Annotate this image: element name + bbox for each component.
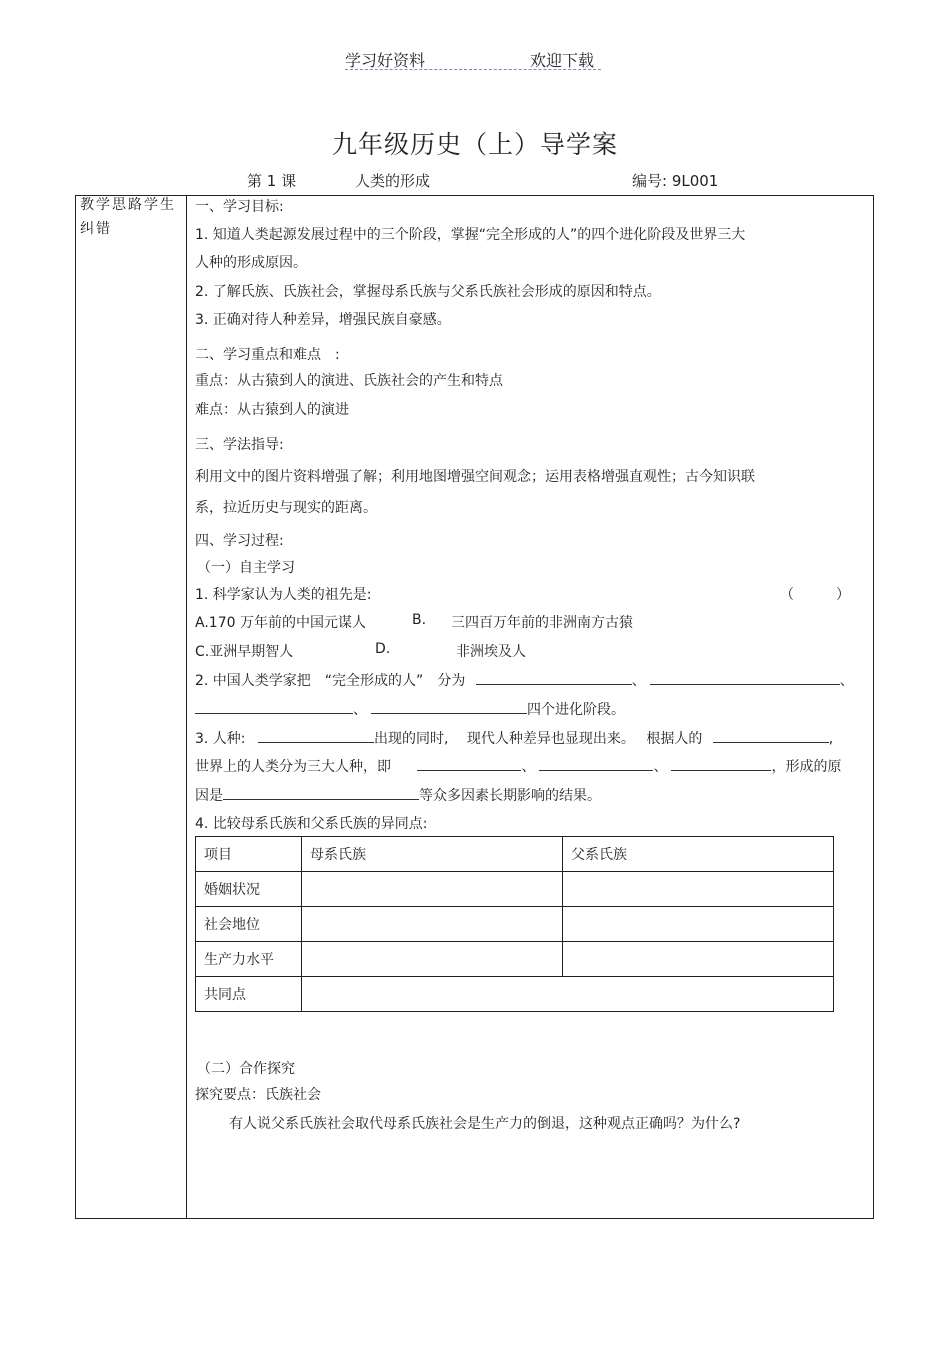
answer-cell[interactable] (302, 872, 563, 907)
method-line-1: 利用文中的图片资料增强了解；利用地图增强空间观念；运用表格增强直观性；古今知识联 (195, 469, 755, 485)
inquiry-question: 有人说父系氏族社会取代母系氏族社会是生产力的倒退，这种观点正确吗？为什么? (229, 1116, 741, 1132)
answer-blank[interactable] (417, 756, 521, 771)
row-label-marriage: 婚姻状况 (196, 872, 302, 907)
page-title: 九年级历史（上）导学案 (331, 130, 618, 159)
question-2 (195, 670, 854, 690)
question-3-label: 3. 人种: (195, 731, 246, 747)
row-label-common: 共同点 (196, 977, 302, 1012)
answer-blank[interactable] (371, 699, 527, 714)
option-b-label: B. (412, 612, 427, 628)
separator: 、 (839, 673, 854, 689)
question-2-cont (195, 699, 625, 719)
answer-blank[interactable] (713, 728, 829, 743)
row-label-productivity: 生产力水平 (196, 942, 302, 977)
column-divider (186, 195, 187, 1219)
answer-blank[interactable] (671, 756, 771, 771)
question-1: 1. 科学家认为人类的祖先是: (195, 587, 372, 603)
separator: 、 (521, 759, 536, 775)
question-3-races: 世界上的人类分为三大人种，即 (195, 759, 391, 775)
answer-blank[interactable] (223, 785, 419, 800)
question-3-mid: 出现的同时, 现代人种差异也显现出来。 根据人的 (373, 731, 703, 747)
question-3 (195, 728, 833, 748)
header-right: 欢迎下载 (530, 51, 595, 70)
question-3-reason: ，形成的原 (771, 759, 842, 775)
question-2-text: 2. 中国人类学家把 “完全形成的人” 分为 (195, 673, 466, 689)
table-row (196, 977, 834, 1012)
header-patrilineal: 父系氏族 (563, 837, 834, 872)
table-row (196, 872, 834, 907)
lesson-code: 编号: 9L001 (632, 172, 719, 190)
header-left: 学习好资料 (345, 51, 426, 70)
answer-cell[interactable] (302, 907, 563, 942)
goal-1b: 人种的形成原因。 (195, 255, 307, 271)
answer-blank[interactable] (258, 728, 374, 743)
answer-blank[interactable] (476, 670, 632, 685)
answer-cell[interactable] (563, 872, 834, 907)
answer-cell[interactable] (563, 942, 834, 977)
option-d: 非洲埃及人 (456, 644, 526, 660)
key-points-heading: 二、学习重点和难点 : (195, 347, 340, 363)
comma: , (828, 731, 834, 747)
inquiry-point: 探究要点：氏族社会 (195, 1087, 321, 1103)
header-matrilineal: 母系氏族 (302, 837, 563, 872)
answer-blank[interactable] (539, 756, 653, 771)
separator: 、 (653, 759, 668, 775)
question-3-cause: 因是 (195, 788, 223, 804)
table-row (196, 907, 834, 942)
option-c: C.亚洲早期智人 (195, 644, 294, 660)
table-header-row (196, 837, 834, 872)
answer-blank[interactable] (195, 699, 353, 714)
answer-cell[interactable] (302, 942, 563, 977)
cooperative-heading: （二）合作探究 (197, 1061, 295, 1077)
self-study-heading: （一）自主学习 (197, 560, 295, 576)
table-row (196, 942, 834, 977)
question-4: 4. 比较母系氏族和父系氏族的异同点: (195, 816, 428, 832)
answer-cell[interactable] (563, 907, 834, 942)
header-dashed-line (345, 69, 601, 70)
goal-3: 3. 正确对待人种差异，增强民族自豪感。 (195, 312, 451, 328)
key-point: 重点：从古猿到人的演进、氏族社会的产生和特点 (195, 373, 503, 389)
difficult-point: 难点：从古猿到人的演进 (195, 402, 349, 418)
method-line-2: 系，拉近历史与现实的距离。 (195, 500, 377, 516)
separator: 、 (353, 702, 367, 718)
answer-blank[interactable] (650, 670, 840, 685)
lesson-number: 第 1 课 (247, 172, 297, 190)
question-3-end: 等众多因素长期影响的结果。 (419, 788, 601, 804)
answer-bracket[interactable]: （ ） (780, 587, 850, 603)
question-3-line-2 (195, 756, 841, 776)
sidebar-label: 教学思路学生纠错 (80, 197, 176, 237)
method-heading: 三、学法指导: (195, 437, 284, 453)
row-label-status: 社会地位 (196, 907, 302, 942)
goal-1a: 1. 知道人类起源发展过程中的三个阶段，掌握“完全形成的人”的四个进化阶段及世界三大 (195, 227, 746, 243)
question-2-end: 四个进化阶段。 (527, 702, 625, 718)
option-a: A.170 万年前的中国元谋人 (195, 615, 366, 631)
option-d-label: D. (375, 641, 391, 657)
comparison-table (195, 836, 834, 1012)
goal-2: 2. 了解氏族、氏族社会，掌握母系氏族与父系氏族社会形成的原因和特点。 (195, 284, 661, 300)
goals-heading: 一、学习目标: (195, 199, 284, 215)
answer-cell[interactable] (302, 977, 834, 1012)
header-item: 项目 (196, 837, 302, 872)
question-3-line-3 (195, 785, 601, 805)
process-heading: 四、学习过程: (195, 533, 284, 549)
option-b: 三四百万年前的非洲南方古猿 (451, 615, 633, 631)
lesson-topic: 人类的形成 (355, 172, 431, 190)
separator: 、 (631, 673, 646, 689)
